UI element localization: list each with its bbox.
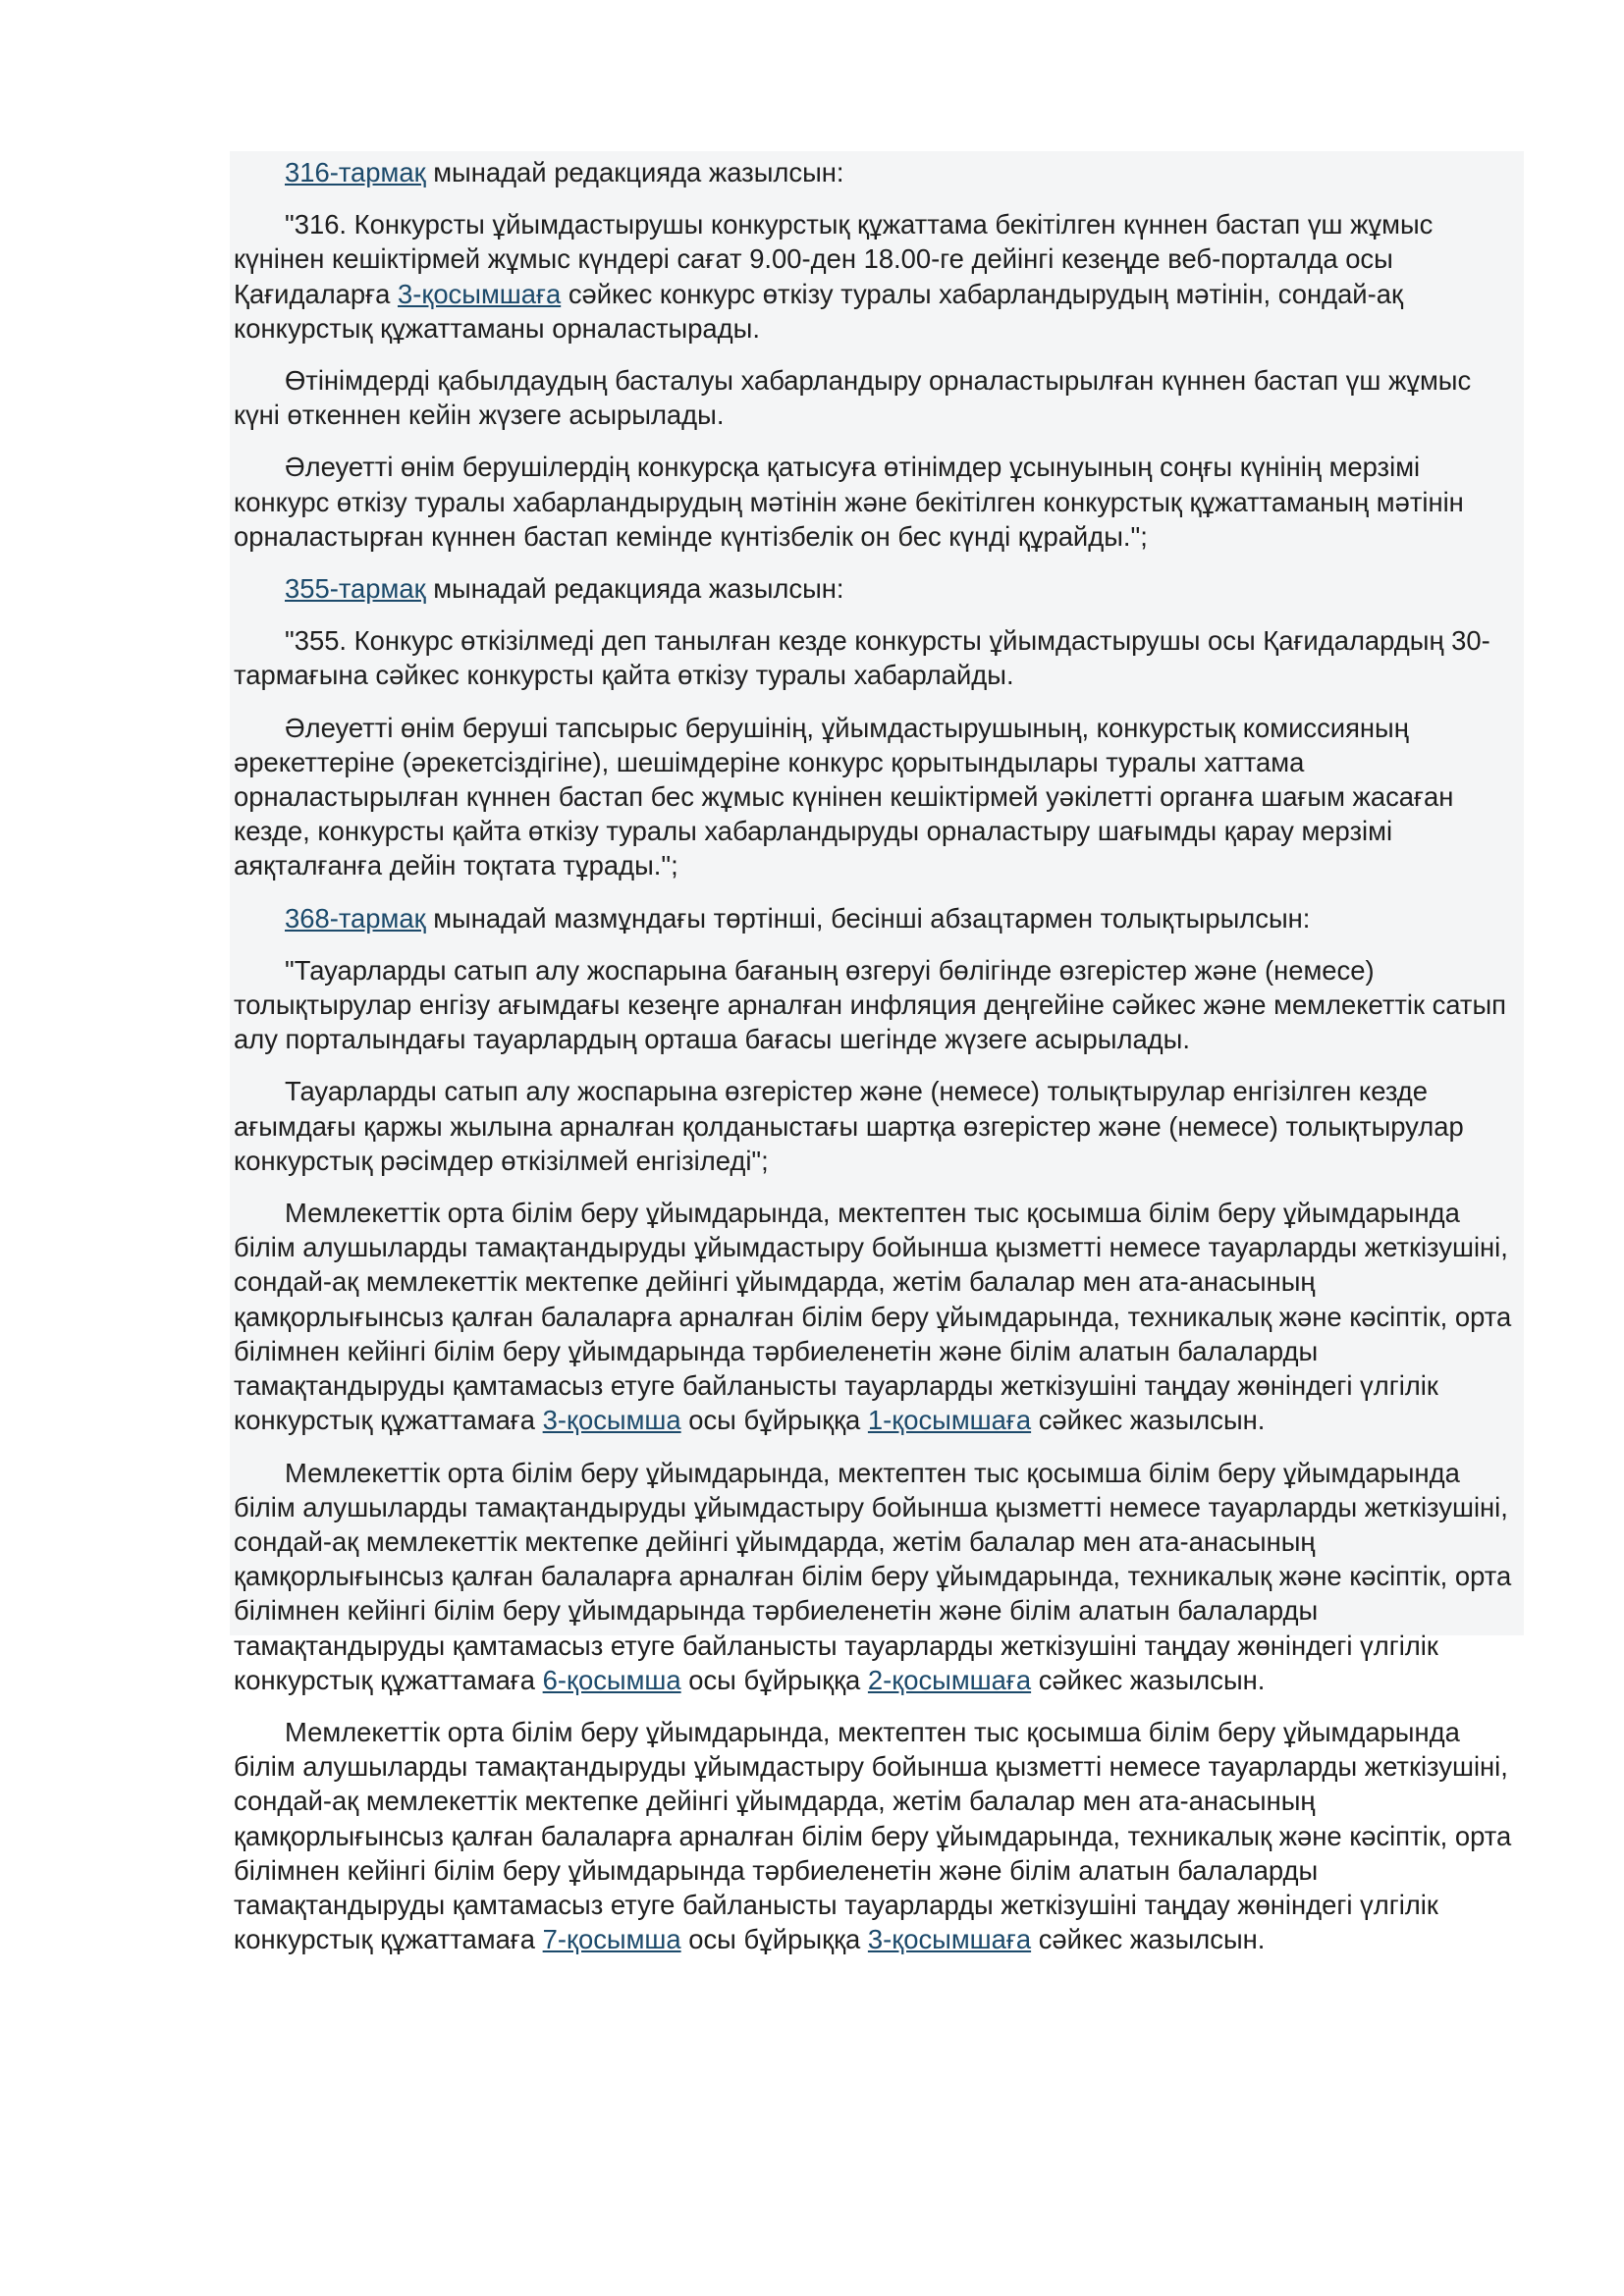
paragraph-text: Мемлекеттік орта білім беру ұйымдарында, мектептен тыс қосымша білім беру ұйымдарында білім алушыларды тамақтандыруды ұйымдастыру бойынша қызметті немесе тауарларды жеткізушіні, сондай-ақ мемлекеттік мектепке дейінгі ұйымдарда, жетім балалар мен ата-анасының қамқорлығынсыз қалған балаларға арналған білім беру ұйымдарында, техникалық және кәсіптік, орта білімнен кейінгі білім беру ұйымдарында тәрбиеленетін және білім алатын балаларды тамақтандыруды қамтамасыз етуге байланысты тауарларды жеткізушіні таңдау жөніндегі үлгілік конкурстық құжаттамаға [234,1457,1512,1695]
paragraph [234,155,1520,189]
reference-link[interactable]: 368-тармақ [285,902,426,934]
paragraph-text: осы бұйрыққа [680,1924,868,1955]
reference-link[interactable]: 3-қосымшаға [867,1924,1032,1955]
paragraph [234,450,1520,554]
reference-link[interactable]: 2-қосымшаға [867,1664,1032,1695]
paragraph [234,207,1520,346]
paragraph-text: Өтінімдерді қабылдаудың басталуы хабарландыру орналастырылған күннен бастап үш жұмыс күні өткеннен кейін жүзеге асырылады. [234,365,1472,431]
reference-link[interactable]: 1-қосымшаға [867,1405,1032,1436]
paragraph [234,953,1520,1057]
paragraph-text: Әлеуетті өнім берушілердің конкурсқа қатысуға өтінімдер ұсынуының соңғы күнінің мерзімі конкурс өткізу туралы хабарландырудың мәтінін және бекітілген конкурстық құжаттаманың мәтінін орналастырған күннен бастап кемінде күнтізбелік он бес күнді құрайды."; [234,452,1464,552]
reference-link[interactable]: 3-қосымшаға [397,278,562,309]
paragraph-text: сәйкес жазылсын. [1031,1924,1266,1955]
reference-link[interactable]: 355-тармақ [285,573,426,605]
paragraph-text: Тауарларды сатып алу жоспарына өзгерістер және (немесе) толықтырулар енгізілген кезде ағымдағы қаржы жылына арналған қолданыстағы шартқа өзгерістер және (немесе) толықтырулар конкурстық рәсімдер өткізілмей енгізіледі"; [234,1076,1464,1176]
paragraph-text: мынадай редакцияда жазылсын: [425,157,844,187]
document-body [234,155,1520,1974]
paragraph [234,1456,1520,1697]
paragraph-text: "Тауарларды сатып алу жоспарына бағаның өзгеруі бөлігінде өзгерістер және (немесе) толықтырулар енгізу ағымдағы кезеңге арналған инфляция деңгейіне сәйкес және мемлекеттік сатып алу порталындағы тауарлардың орташа бағасы шегінде жүзеге асырылады. [234,954,1506,1055]
paragraph [234,1715,1520,1956]
paragraph [234,1196,1520,1437]
paragraph-text: Әлеуетті өнім беруші тапсырыс берушінің, ұйымдастырушының, конкурстық комиссияның әрекеттеріне (әрекетсіздігіне), шешімдеріне конкурс қорытындылары туралы хаттама орналастырылған күннен бастап бес жұмыс күнінен кешіктірмей уәкілетті органға шағым жасаған кезде, конкурсты қайта өткізу туралы хабарландыруды орналастыру шағымды қарау мерзімі аяқталғанға дейін тоқтата тұрады."; [234,712,1454,881]
reference-link[interactable]: 316-тармақ [285,157,426,187]
paragraph [234,901,1520,935]
paragraph-text: мынадай мазмұндағы төртінші, бесінші абзацтармен толықтырылсын: [425,902,1311,934]
paragraph-text: осы бұйрыққа [680,1405,868,1436]
paragraph [234,571,1520,606]
reference-link[interactable]: 6-қосымша [542,1664,681,1695]
paragraph-text: сәйкес жазылсын. [1031,1664,1266,1695]
paragraph [234,363,1520,432]
paragraph [234,1074,1520,1178]
reference-link[interactable]: 7-қосымша [542,1924,681,1955]
paragraph-text: мынадай редакцияда жазылсын: [425,573,844,605]
paragraph-text: сәйкес конкурс өткізу туралы хабарландырудың мәтінін, сондай-ақ конкурстық құжаттаманы орналастырады. [234,278,1403,344]
paragraph [234,711,1520,883]
paragraph-text: сәйкес жазылсын. [1031,1405,1266,1436]
paragraph-text: "316. Конкурсты ұйымдастырушы конкурстық құжаттама бекітілген күннен бастап үш жұмыс күнінен кешіктірмей жұмыс күндері сағат 9.00-ден 18.00-ге дейінгі кезеңде веб-порталда осы Қағидаларға [234,209,1434,309]
paragraph-text: Мемлекеттік орта білім беру ұйымдарында, мектептен тыс қосымша білім беру ұйымдарында білім алушыларды тамақтандыруды ұйымдастыру бойынша қызметті немесе тауарларды жеткізушіні, сондай-ақ мемлекеттік мектепке дейінгі ұйымдарда, жетім балалар мен ата-анасының қамқорлығынсыз қалған балаларға арналған білім беру ұйымдарында, техникалық және кәсіптік, орта білімнен кейінгі білім беру ұйымдарында тәрбиеленетін және білім алатын балаларды тамақтандыруды қамтамасыз етуге байланысты тауарларды жеткізушіні таңдау жөніндегі үлгілік конкурстық құжаттамаға [234,1198,1512,1436]
paragraph-text: "355. Конкурс өткізілмеді деп танылған кезде конкурсты ұйымдастырушы осы Қағидалардың 30-тармағына сәйкес конкурсты қайта өткізу туралы хабарлайды. [234,625,1490,691]
reference-link[interactable]: 3-қосымша [542,1405,681,1436]
paragraph-text: осы бұйрыққа [680,1664,868,1695]
paragraph-text: Мемлекеттік орта білім беру ұйымдарында, мектептен тыс қосымша білім беру ұйымдарында білім алушыларды тамақтандыруды ұйымдастыру бойынша қызметті немесе тауарларды жеткізушіні, сондай-ақ мемлекеттік мектепке дейінгі ұйымдарда, жетім балалар мен ата-анасының қамқорлығынсыз қалған балаларға арналған білім беру ұйымдарында, техникалық және кәсіптік, орта білімнен кейінгі білім беру ұйымдарында тәрбиеленетін және білім алатын балаларды тамақтандыруды қамтамасыз етуге байланысты тауарларды жеткізушіні таңдау жөніндегі үлгілік конкурстық құжаттамаға [234,1716,1512,1955]
paragraph [234,623,1520,692]
